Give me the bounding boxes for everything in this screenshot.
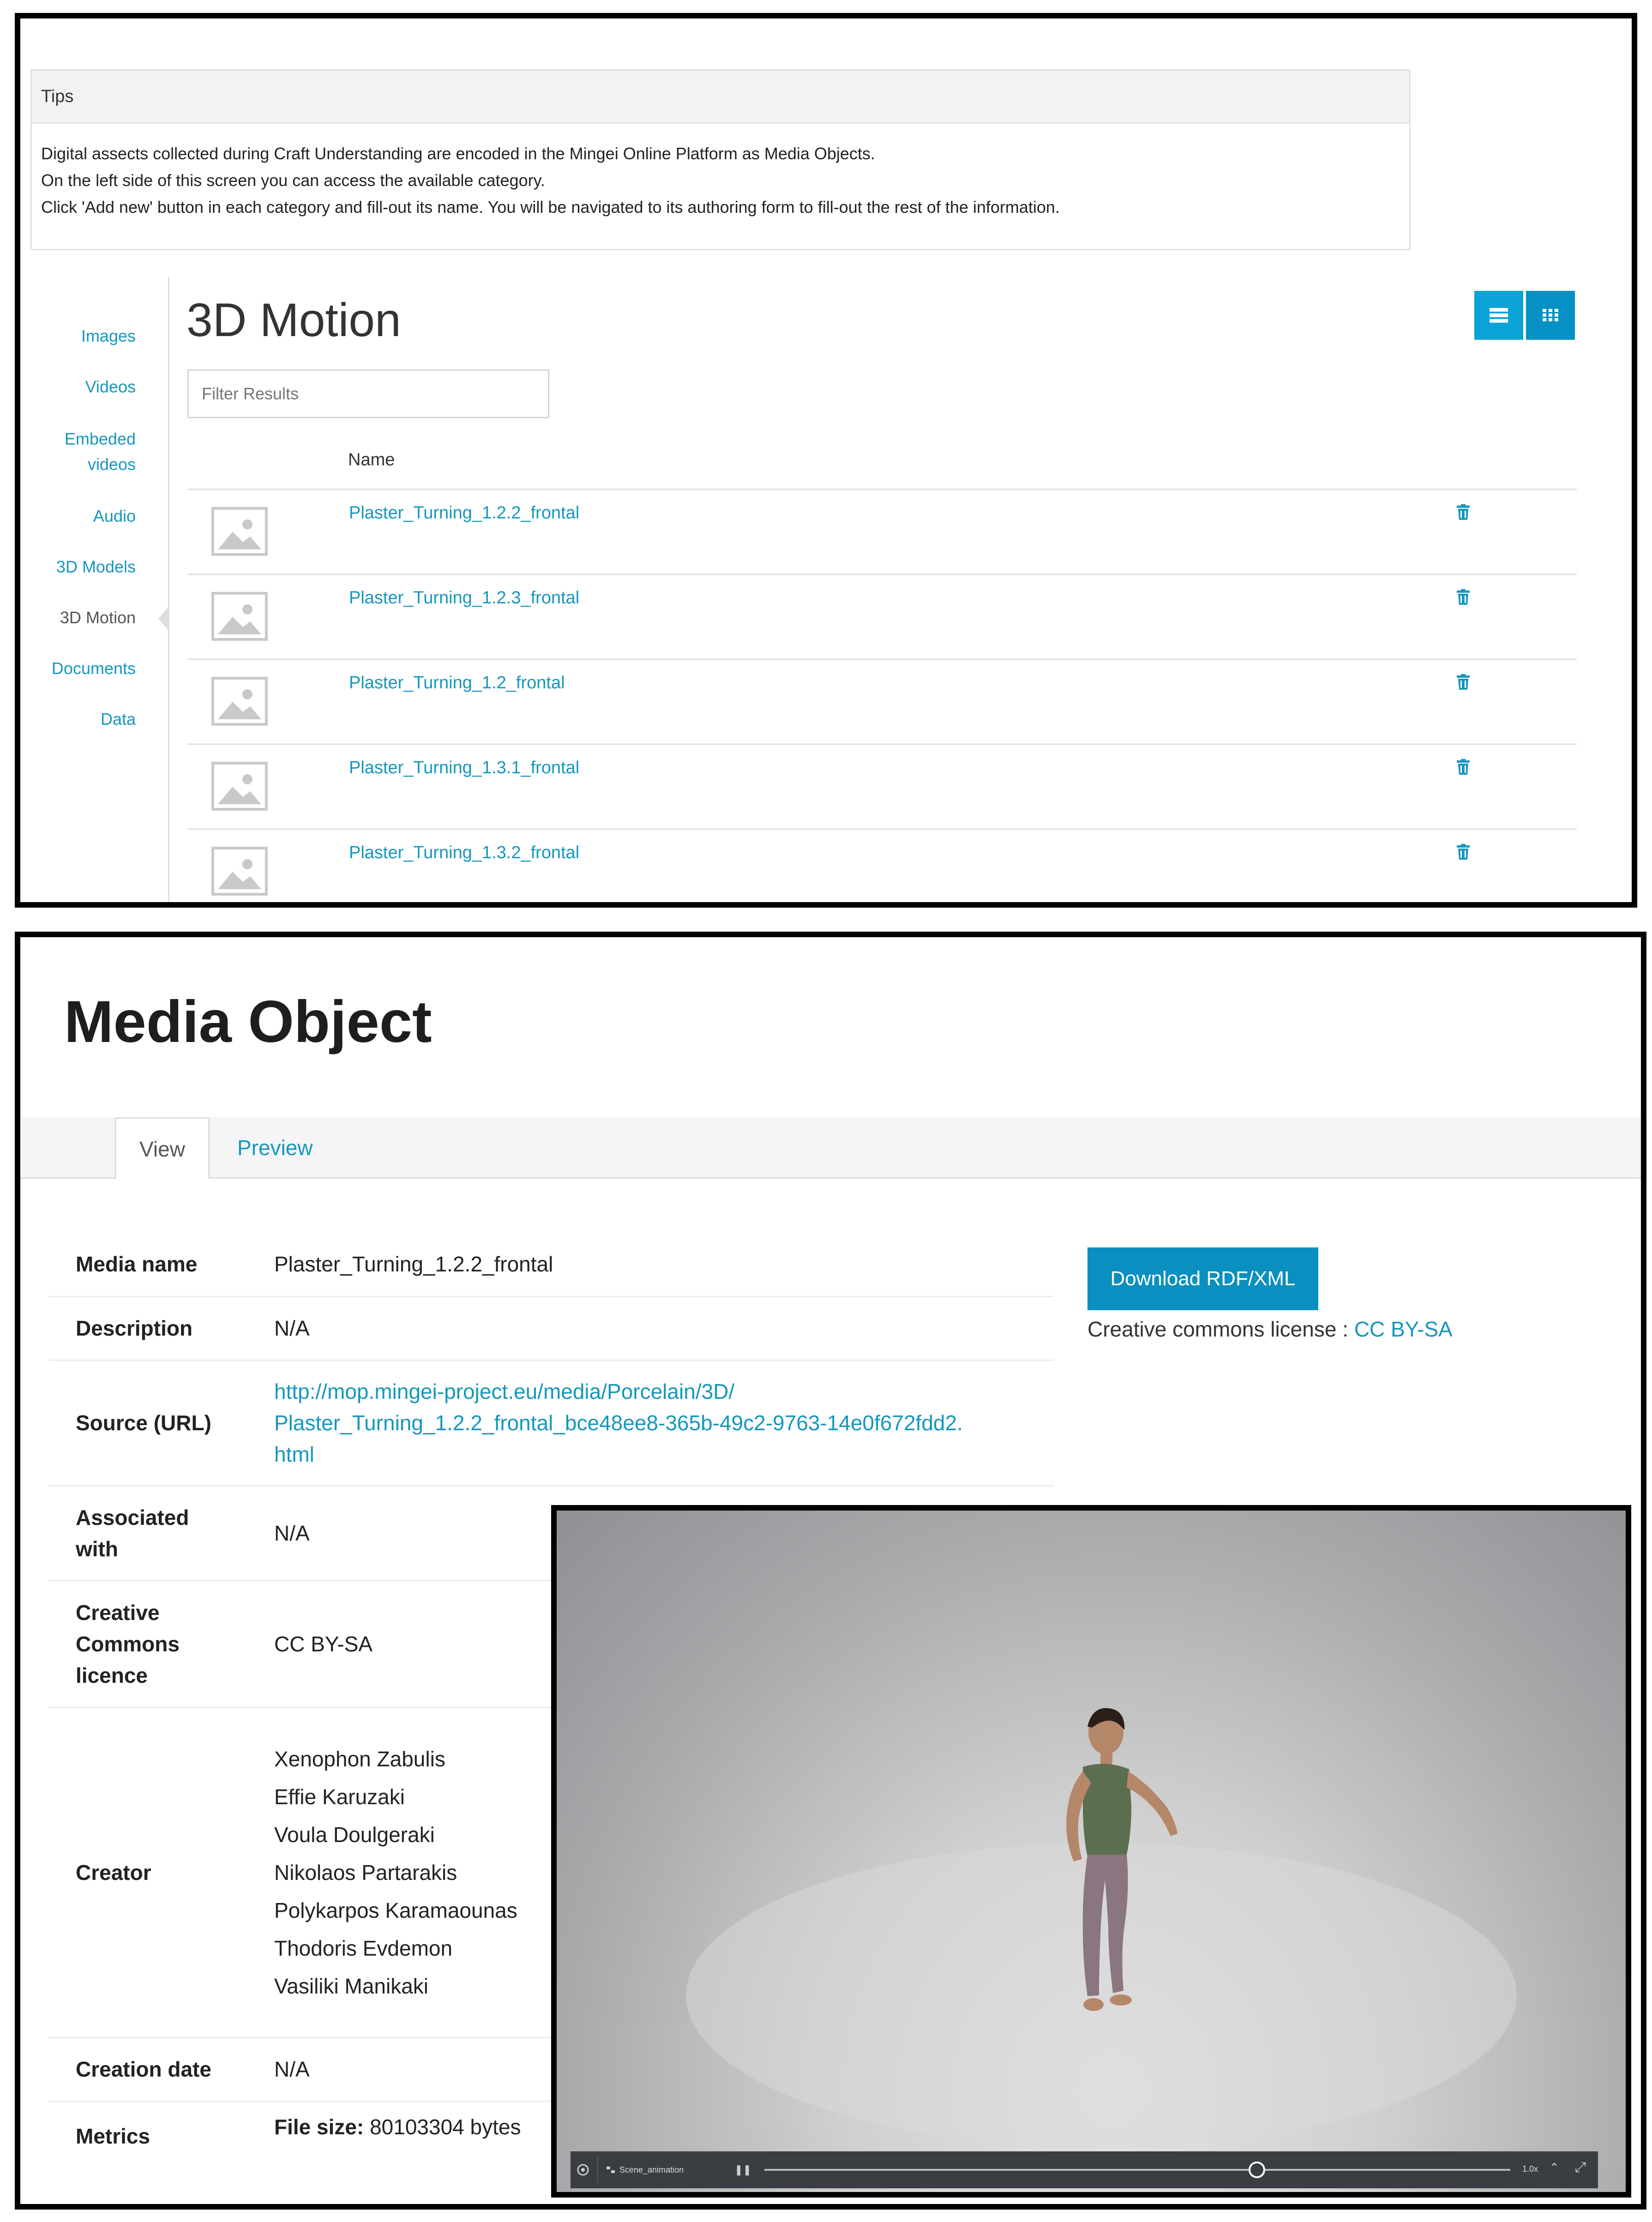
tips-line: Click 'Add new' button in each category and fill-out its name. You will be navigated to its authoring form to fill-out the rest of the information. [41,198,1060,217]
trash-icon[interactable] [1457,674,1470,690]
timeline-track[interactable] [764,2169,1510,2171]
trash-icon[interactable] [1457,759,1470,775]
grid-view-button[interactable] [1526,291,1575,340]
field-label: Metrics [76,2124,150,2148]
tab-preview[interactable]: Preview [237,1136,313,1160]
sidebar-item-embeded-videos[interactable]: Embeded [64,429,136,448]
image-placeholder-icon [211,762,268,811]
field-label-line: Associated [76,1505,189,1530]
media-list [187,488,1577,908]
3d-motion-viewer[interactable] [551,1505,1631,2198]
sidebar-item-audio[interactable]: Audio [93,506,136,525]
field-label [48,1486,274,1580]
field-value: N/A [274,1486,1054,1580]
animation-name[interactable]: Scene_animation [619,2165,684,2174]
creator-name: Xenophon Zabulis [274,1746,445,1771]
table-row [187,658,1577,743]
media-link[interactable]: Plaster_Turning_1.2_frontal [349,673,565,692]
source-url-line[interactable]: Plaster_Turning_1.2.2_frontal_bce48ee8-365b-49c2-9763-14e0f672fdd2. [274,1411,963,1435]
field-label [48,1580,274,1707]
list-view-button[interactable] [1474,291,1523,340]
table-row [48,1296,1054,1360]
metrics-key: File size: [274,2114,364,2139]
field-label-line: with [76,1536,118,1561]
viewer-controls [571,2151,1598,2188]
creator-name: Thodoris Evdemon [274,1936,453,1960]
media-link[interactable]: Plaster_Turning_1.2.3_frontal [349,588,580,608]
list-icon [1490,308,1508,323]
creator-name: Voula Doulgeraki [274,1822,435,1847]
field-label: Source (URL) [48,1360,274,1486]
field-label: Creator [48,1707,274,2037]
fullscreen-icon[interactable]: ⤢ [1575,2160,1586,2175]
field-value: CC BY-SA [274,1580,1054,1707]
trash-icon[interactable] [1457,589,1470,605]
table-row [187,828,1577,908]
media-link[interactable]: Plaster_Turning_1.3.1_frontal [349,758,580,777]
metrics-value: 80103304 bytes [364,2114,521,2139]
creator-name: Effie Karuzaki [274,1784,405,1809]
trash-icon[interactable] [1457,504,1470,520]
pause-icon[interactable]: ❚❚ [734,2164,751,2175]
creator-name: Polykarpos Karamaounas [274,1898,517,1922]
filter-input[interactable] [187,369,549,418]
tab-view[interactable]: View [115,1117,210,1179]
page-title: Media Object [64,989,432,1055]
field-label: Creation date [48,2037,274,2101]
sidebar-item-data[interactable]: Data [100,710,136,729]
field-label-line: Commons [76,1632,180,1656]
creator-name: Vasiliki Manikaki [274,1974,429,1998]
category-list-panel [15,13,1637,908]
sidebar-item-3d-motion[interactable]: 3D Motion [60,608,136,627]
sidebar-item-documents[interactable]: Documents [51,659,136,678]
image-placeholder-icon [211,507,268,556]
license-link[interactable]: CC BY-SA [1354,1317,1453,1341]
tips-line: Digital assects collected during Craft Understanding are encoded in the Mingei Online Platform as Media Objects. [41,144,875,163]
field-label-line: licence [76,1663,148,1687]
grid-icon [1543,309,1558,322]
section-title: 3D Motion [186,294,401,346]
trash-icon[interactable] [1457,844,1470,860]
tips-box [30,69,1411,250]
field-label-line: Creative [76,1600,160,1625]
license-line [1087,1317,1453,1342]
column-header-name: Name [348,450,395,470]
table-row [48,1360,1054,1486]
table-row [187,573,1577,658]
category-sidebar [20,277,169,908]
speed-label[interactable]: 1.0x [1522,2164,1538,2174]
3d-figure-render [557,1511,1626,2192]
table-row [187,488,1577,573]
table-row [187,743,1577,828]
animation-icon [606,2165,616,2175]
source-link[interactable] [274,1360,1054,1486]
field-value: Plaster_Turning_1.2.2_frontal [274,1233,1054,1296]
media-link[interactable]: Plaster_Turning_1.2.2_frontal [349,503,580,523]
tips-body [32,124,1409,237]
tips-heading: Tips [32,71,1409,124]
field-value: N/A [274,1296,1054,1360]
settings-icon[interactable] [576,2163,590,2177]
creator-name: Nikolaos Partarakis [274,1860,457,1885]
timeline-handle[interactable] [1249,2162,1265,2178]
tips-line: On the left side of this screen you can access the available category. [41,171,545,190]
sidebar-item-videos[interactable]: Videos [85,377,136,396]
sidebar-item-embeded-videos-line2[interactable]: videos [87,455,136,474]
divider [597,2156,598,2184]
image-placeholder-icon [211,677,268,726]
sidebar-item-3d-models[interactable]: 3D Models [56,557,136,576]
source-url-line[interactable]: html [274,1442,314,1466]
chevron-up-icon[interactable]: ⌃ [1549,2161,1559,2174]
download-rdf-button[interactable]: Download RDF/XML [1087,1247,1318,1310]
sidebar-item-images[interactable]: Images [81,326,136,345]
source-url-line[interactable]: http://mop.mingei-project.eu/media/Porcelain/3D/ [274,1379,735,1403]
table-row [48,1233,1054,1296]
field-label: Description [48,1296,274,1360]
active-caret-icon [158,606,169,632]
image-placeholder-icon [211,592,268,641]
image-placeholder-icon [211,847,268,896]
field-label: Media name [48,1233,274,1296]
media-link[interactable]: Plaster_Turning_1.3.2_frontal [349,843,580,862]
field-value: N/A [274,2037,1054,2101]
media-object-panel [15,932,1646,2210]
license-prefix: Creative commons license : [1087,1317,1354,1341]
